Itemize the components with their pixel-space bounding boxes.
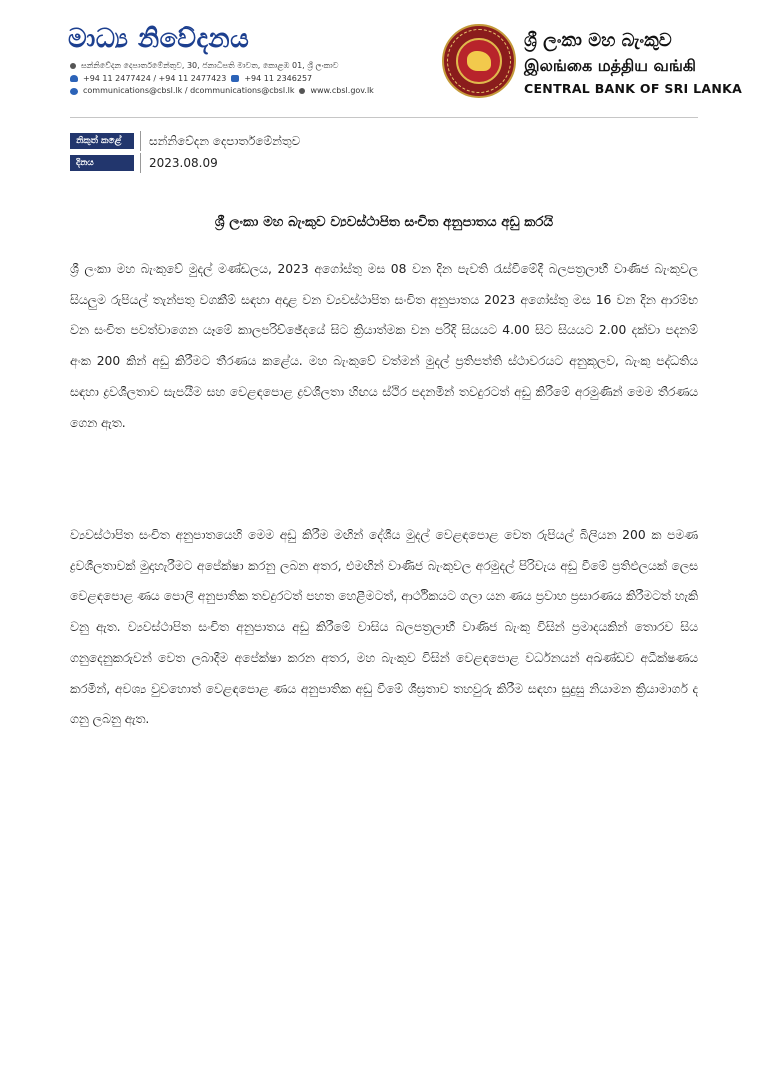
building-icon <box>70 63 76 69</box>
central-bank-seal-icon <box>442 24 516 98</box>
contact-block <box>70 60 374 98</box>
date-value: 2023.08.09 <box>149 156 218 170</box>
email-icon <box>70 88 78 95</box>
header-divider <box>70 117 698 118</box>
body-paragraph-1: ශ්‍රී ලංකා මහ බැංකුවේ මුදල් මණ්ඩලය, 2023 අගෝස්තු මස 08 වන දින පැවති රැස්වීමේදී බලපත්‍රලාභී වාණිජ බැංකුවල සියලුම රුපියල් තැන්පතු වගකීම් සඳහා අදාළ වන ව්‍යවස්ථාපිත සංචිත අනුපාතය 2023 අගෝස්තු මස 16 වන දින ආරම්භ වන සංචිත පවත්වාගෙන යෑමේ කාලපරිච්ඡේදයේ සිට ක්‍රියාත්මක වන පරිදි සියයට 4.00 සිට සියයට 2.00 දක්වා පදනම් අංක 200 කින් අඩු කිරීමට තීරණය කළේය. මහ බැංකුවේ වත්මන් මුදල් ප්‍රතිපත්ති ස්ථාවරයට අනුකූලව, බැංකු පද්ධතිය සඳහා ද්‍රවශීලතාව සැපයීම සහ වෙළඳපොළ ද්‍රවශීලතා හිඟය ස්ථිර පදනමින් තවදුරටත් අඩු කිරීමේ අරමුණින් මෙම තීරණය ගෙන ඇත. <box>70 262 698 430</box>
meta-divider <box>140 153 141 173</box>
bank-name-english: CENTRAL BANK OF SRI LANKA <box>524 81 743 96</box>
bank-name-sinhala: ශ්‍රී ලංකා මහ බැංකුව <box>524 30 672 51</box>
contact-address: සන්නිවේදන දෙපාර්තමේන්තුව, 30, ජනාධිපති මාවත, කොළඹ 01, ශ්‍රී ලංකාව <box>81 61 339 70</box>
contact-phones: +94 11 2477424 / +94 11 2477423 <box>83 73 227 83</box>
issued-by-row <box>70 130 300 152</box>
phone-icon <box>70 75 78 82</box>
meta-divider <box>140 131 141 151</box>
document-title: ශ්‍රී ලංකා මහ බැංකුව ව්‍යවස්ථාපිත සංචිත අනුපාතය අඩු කරයි <box>214 214 554 230</box>
contact-fax: +94 11 2346257 <box>244 73 313 83</box>
lion-emblem-icon <box>467 51 491 71</box>
contact-web-row <box>70 85 374 98</box>
issued-by-value: සන්නිවේදන දෙපාර්තමේන්තුව <box>149 133 301 148</box>
seal-center <box>456 38 502 84</box>
date-row <box>70 152 300 174</box>
contact-website: www.cbsl.gov.lk <box>310 86 374 95</box>
contact-phone-row <box>70 73 374 86</box>
bank-name-block <box>524 28 742 100</box>
press-release-heading: මාධ්‍ය නිවේදනය <box>68 24 250 54</box>
contact-address-row <box>70 60 374 73</box>
globe-icon <box>299 88 305 94</box>
contact-emails: communications@cbsl.lk / dcommunications@cbsl.lk <box>83 86 295 95</box>
body-paragraph-2: ව්‍යවස්ථාපිත සංචිත අනුපාතයෙහි මෙම අඩු කිරීම මඟින් දේශීය මුදල් වෙළඳපොළ වෙත රුපියල් බිලියන 200 ක පමණ ද්‍රවශීලතාවක් මුදාහැරීමට අපේක්ෂා කරනු ලබන අතර, එමඟින් වාණිජ බැංකුවල අරමුදල් පිරිවැය අඩු වීමේ ප්‍රතිඵලයක් ලෙස වෙළඳපොළ ණය පොලී අනුපාතික තවදුරටත් පහත හෙළීමටත්, ආර්ථිකයට ගලා යන ණය ප්‍රවාහ ප්‍රසාරණය කිරීමටත් හැකි වනු ඇත. ව්‍යවස්ථාපිත සංචිත අනුපාතය අඩු කිරීමේ වාසිය බලපත්‍රලාභී වාණිජ බැංකු විසින් ප්‍රමාදයකින් තොරව සිය ගනුදෙනුකරුවන් වෙත ලබාදීම අපේක්ෂා කරන අතර, මහ බැංකුව විසින් වෙළඳපොළ වර්ධනයන් අඛණ්ඩව අධීක්ෂණය කරමින්, අවශ්‍ය වුවහොත් වෙළඳපොළ ණය අනුපාතික අඩු වීමේ ශීඝ්‍රතාව තහවුරු කිරීම සඳහා සුදුසු නියාමන ක්‍රියාමාර්ග ද ගනු ලබනු ඇත. <box>70 528 698 727</box>
issued-by-label: නිකුත් කළේ <box>70 133 134 149</box>
release-meta <box>70 130 300 174</box>
letterhead <box>0 0 768 118</box>
fax-icon <box>231 75 239 82</box>
date-label: දිනය <box>70 155 134 171</box>
bank-name-tamil: இலங்கை மத்திய வங்கி <box>524 56 696 75</box>
